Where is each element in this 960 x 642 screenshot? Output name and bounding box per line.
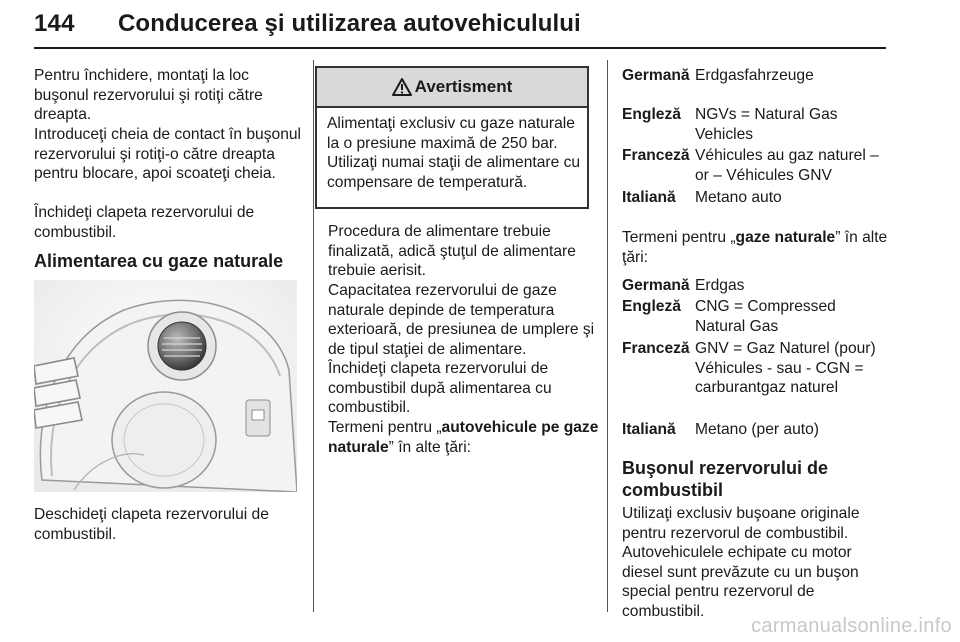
section-heading: Buşonul rezervorului de combustibil <box>622 458 829 500</box>
header-rule <box>34 47 886 49</box>
term-lang: Engleză <box>622 106 681 123</box>
term-value: NGVs = Natural Gas Vehicles <box>695 106 838 143</box>
warning-box <box>315 66 589 209</box>
term-value: Metano auto <box>695 189 782 206</box>
gas-intro-pre: Termeni pentru „ <box>622 229 736 246</box>
terms-intro-post: ” în alte ţări: <box>388 438 472 456</box>
column-divider <box>313 60 314 612</box>
chapter-title: Conducerea şi utilizarea autovehiculului <box>118 10 581 37</box>
terms-intro-bold: autovehicule pe gaze naturale <box>328 419 599 456</box>
term-value: Erdgas <box>695 277 745 294</box>
gas-intro-bold: gaze naturale <box>735 229 836 246</box>
warning-triangle-icon <box>392 78 412 96</box>
terms-intro-pre: Termeni pentru „ <box>328 419 442 436</box>
term-lang: Italiană <box>622 189 676 206</box>
gas-intro-post: ” în alte ţări: <box>622 229 888 266</box>
paragraph: Pentru închidere, montaţi la loc buşonul rezervorului şi rotiţi către dreapta. <box>34 67 263 123</box>
paragraph: Introduceţi cheia de contact în buşonul rezervorului şi rotiţi-o către dreapta pentru blocare, apoi scoateţi cheia. <box>34 126 302 182</box>
paragraph: Utilizaţi exclusiv buşoane originale pentru rezervorul de combustibil. Autovehiculele echipate cu motor diesel sunt prevăzute cu un buşon special pentru rezervorul de combustibil. <box>622 505 860 620</box>
term-lang: Italiană <box>622 421 676 438</box>
paragraph: Deschideţi clapeta rezervorului de combustibil. <box>34 506 269 543</box>
term-lang: Engleză <box>622 298 681 315</box>
paragraph: Închideţi clapeta rezervorului de combustibil după alimentarea cu combustibil. <box>328 360 552 416</box>
term-lang: Franceză <box>622 340 690 357</box>
page-number: 144 <box>34 10 75 37</box>
warning-header <box>317 68 587 108</box>
term-lang: Franceză <box>622 147 690 164</box>
term-value: Erdgasfahrzeuge <box>695 67 814 84</box>
paragraph: Procedura de alimentare trebuie finalizată, adică ştuţul de alimentare trebuie aerisit. <box>328 223 576 279</box>
gas-terms-intro <box>622 228 888 267</box>
column-divider <box>607 60 608 612</box>
warning-text: Alimentaţi exclusiv cu gaze naturale la o presiune maximă de 250 bar. Utilizaţi numai staţii de alimentare cu compensare de temperatură. <box>327 115 581 191</box>
term-value: Metano (per auto) <box>695 421 819 438</box>
fuel-filler-illustration <box>34 280 297 492</box>
terms-intro <box>328 418 600 457</box>
term-lang: Germană <box>622 67 690 84</box>
paragraph: Închideţi clapeta rezervorului de combustibil. <box>34 204 255 241</box>
term-value: Véhicules au gaz naturel – or – Véhicules GNV <box>695 147 879 184</box>
watermark: carmanualsonline.info <box>751 615 952 637</box>
term-lang: Germană <box>622 277 690 294</box>
term-value: CNG = Compressed Natural Gas <box>695 298 836 335</box>
section-heading: Alimentarea cu gaze naturale <box>34 251 284 271</box>
warning-title: Avertisment <box>414 77 513 96</box>
paragraph: Capacitatea rezervorului de gaze naturale depinde de temperatura exterioară, de presiunea de umplere şi de tipul staţiei de alimentare. <box>328 282 595 358</box>
term-value: GNV = Gaz Naturel (pour) Véhicules - sau - CGN = carburantgaz naturel <box>695 340 876 396</box>
